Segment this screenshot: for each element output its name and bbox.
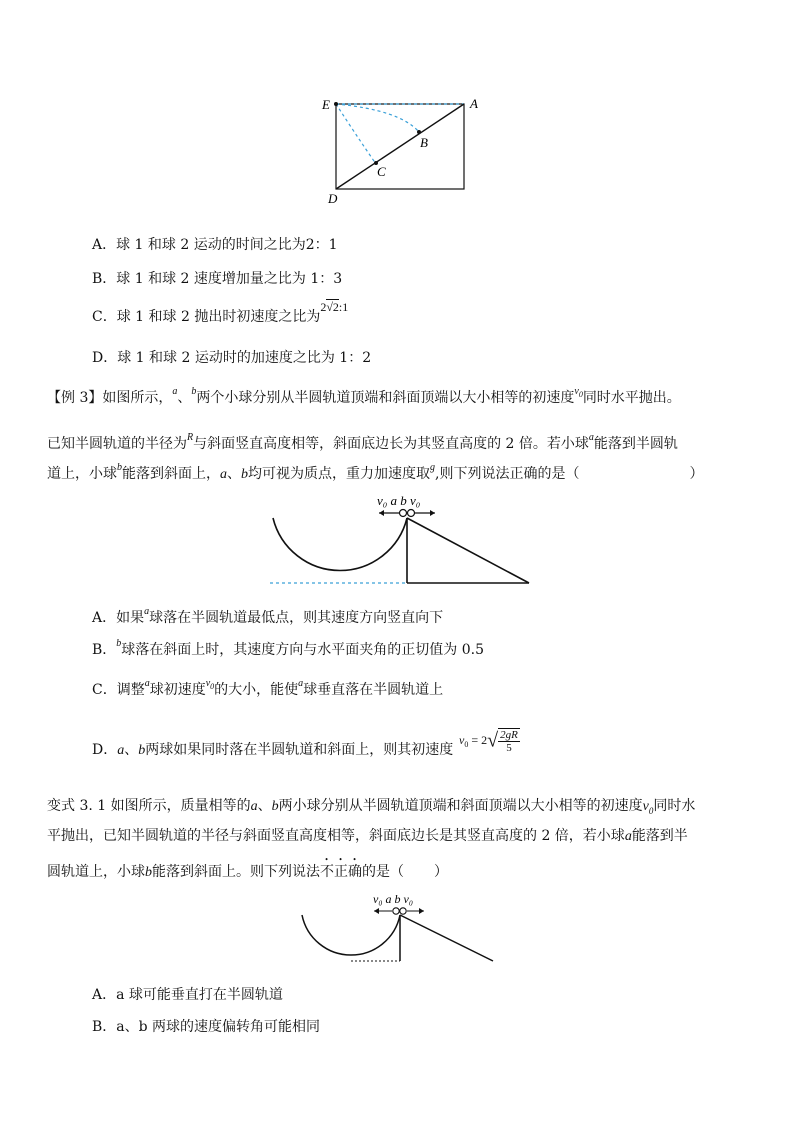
figure-rectangle-trajectories <box>320 92 490 207</box>
sqrt-sign: √ <box>487 729 499 752</box>
text: ） <box>434 864 448 880</box>
var-a: a <box>144 606 150 617</box>
var-b: b <box>191 386 197 397</box>
example3-option-b <box>92 640 484 662</box>
text: 道上，小球 <box>47 466 117 482</box>
text: 能落到半 <box>631 828 688 844</box>
text: 两个小球分别从半圆轨道顶端和斜面顶端以大小相等的初速度 <box>196 390 575 406</box>
formula-eq: = 2 <box>471 732 488 747</box>
var-a: a <box>298 678 304 689</box>
text: 球落在半圆轨道最低点，则其速度方向竖直向下 <box>149 610 444 626</box>
option-c-prev <box>92 300 349 327</box>
text: 球落在斜面上时，其速度方向与水平面夹角的正切值为 0.5 <box>121 642 485 658</box>
text: 两小球分别从半圆轨道顶端和斜面顶端以大小相等的初速度 <box>278 798 643 814</box>
v0-inline: $v_0$ <box>642 799 654 816</box>
text: 能落到半圆轨 <box>593 436 678 452</box>
example3-line2 <box>47 434 678 456</box>
figure-variant-semicircle-incline <box>296 885 501 965</box>
sep: 、 <box>257 798 272 814</box>
label-a: A <box>470 96 478 111</box>
trajectory-eb <box>336 104 419 132</box>
label-b: B <box>420 135 428 150</box>
variant31-option-a: A．a 球可能垂直打在半圆轨道 <box>92 987 283 1003</box>
var-a: a <box>220 467 227 482</box>
arrowhead-left <box>379 510 384 516</box>
text: 同时水 <box>653 798 696 814</box>
text: 球初速度 <box>149 682 206 698</box>
ratio-radicand: 2 <box>332 300 339 314</box>
option-b-prev: B．球 1 和球 2 速度增加量之比为 1：3 <box>92 271 343 287</box>
var-r: R <box>187 432 194 443</box>
option-d-prev: D．球 1 和球 2 运动时的加速度之比为 1：2 <box>92 350 372 366</box>
var-b: b <box>241 467 248 482</box>
text: 能落到斜面上， <box>122 466 220 482</box>
text: 的是（ <box>362 864 404 880</box>
var-a: a <box>624 829 632 844</box>
formula-v0 <box>459 728 520 754</box>
text: A．如果 <box>92 610 145 626</box>
trajectory-ec <box>336 104 376 164</box>
point-b <box>417 130 421 134</box>
text: 圆轨道上，小球 <box>47 864 145 880</box>
diagonal-da <box>336 104 464 189</box>
text: 变式 3. 1 如图所示，质量相等的 <box>47 798 251 814</box>
arrowhead-right <box>419 908 424 914</box>
var-a: a <box>250 799 258 814</box>
arrowhead-left <box>374 908 379 914</box>
text: D． <box>92 742 118 758</box>
sep: 、 <box>124 742 139 758</box>
text: 的大小，能使 <box>214 682 299 698</box>
var-a: a <box>117 743 125 758</box>
var-b: b <box>116 638 122 649</box>
label-d: D <box>328 191 338 206</box>
ball-a <box>393 908 399 914</box>
ratio-coef: 2 <box>320 300 327 314</box>
variant31-option-b: B．a、b 两球的速度偏转角可能相同 <box>92 1019 321 1035</box>
label-e: E <box>322 97 330 112</box>
text: 平抛出，已知半圆轨道的半径与斜面竖直高度相等，斜面底边长是其竖直高度的 2 倍，若小球 <box>47 828 625 844</box>
example3-line3 <box>47 464 703 486</box>
ball-b <box>408 510 415 517</box>
point-e <box>334 102 338 106</box>
text: B． <box>92 642 117 658</box>
ball-a <box>400 510 407 517</box>
text: 与斜面竖直高度相等，斜面底边长为其竖直高度的 2 倍。若小球 <box>193 436 589 452</box>
semicircle-track <box>273 518 407 571</box>
text: ） <box>689 466 704 482</box>
formula-lhs: v <box>459 732 465 747</box>
fig3-label: v₀ a b v₀ <box>373 892 413 906</box>
var-a: a <box>172 386 178 397</box>
v0-symbol: v0 <box>574 386 583 399</box>
text: 如图所示， <box>102 390 173 406</box>
ratio-tail: :1 <box>338 300 349 314</box>
fraction-num: 2gR <box>500 729 518 741</box>
emphasis-text: 不正确 <box>320 864 362 880</box>
text: 能落到斜面上。则下列说法 <box>152 864 320 880</box>
text: 已知半圆轨道的半径为 <box>47 436 187 452</box>
ball-b <box>400 908 406 914</box>
var-b: b <box>117 462 122 473</box>
arrowhead-right <box>430 510 435 516</box>
semicircle-track <box>302 915 400 955</box>
var-b: b <box>138 743 146 758</box>
figure-semicircle-incline <box>265 490 535 590</box>
incline-slope <box>407 518 529 583</box>
text: 均可视为质点，重力加速度取 <box>248 466 430 482</box>
formula-sub: 0 <box>464 740 469 750</box>
example3-option-a <box>92 608 443 630</box>
label-c: C <box>377 164 386 179</box>
example3-line1 <box>47 388 681 413</box>
sep: 、 <box>227 466 241 482</box>
text: 球垂直落在半圆轨道上 <box>303 682 444 698</box>
text: 同时水平抛出。 <box>582 390 681 406</box>
example3-tag: 【例 3】 <box>47 390 103 406</box>
sep: 、 <box>177 390 192 406</box>
variant31-line2 <box>47 826 688 847</box>
ratio-formula: 2√2:1 <box>320 300 349 314</box>
text: ,则下列说法正确的是（ <box>435 466 580 482</box>
fig2-label: v₀ a b v₀ <box>377 493 421 508</box>
var-g: g <box>430 462 435 473</box>
formula-fraction <box>498 728 520 754</box>
var-a: a <box>588 432 594 443</box>
var-b: b <box>145 865 152 880</box>
fraction-den: 5 <box>506 742 512 754</box>
text: 两球如果同时落在半圆轨道和斜面上，则其初速度 <box>145 742 454 758</box>
variant31-line1 <box>47 796 695 821</box>
example3-option-c <box>92 680 443 705</box>
text: C．调整 <box>92 682 145 698</box>
option-a-prev: A．球 1 和球 2 运动的时间之比为2：1 <box>92 237 338 253</box>
var-a: a <box>144 678 150 689</box>
example3-option-d-text <box>92 740 453 761</box>
v0-symbol: v0 <box>205 678 215 691</box>
variant31-line3 <box>47 856 448 883</box>
option-c-text: C．球 1 和球 2 抛出时初速度之比为 <box>92 309 321 325</box>
var-b: b <box>271 799 279 814</box>
incline-slope <box>400 915 493 961</box>
